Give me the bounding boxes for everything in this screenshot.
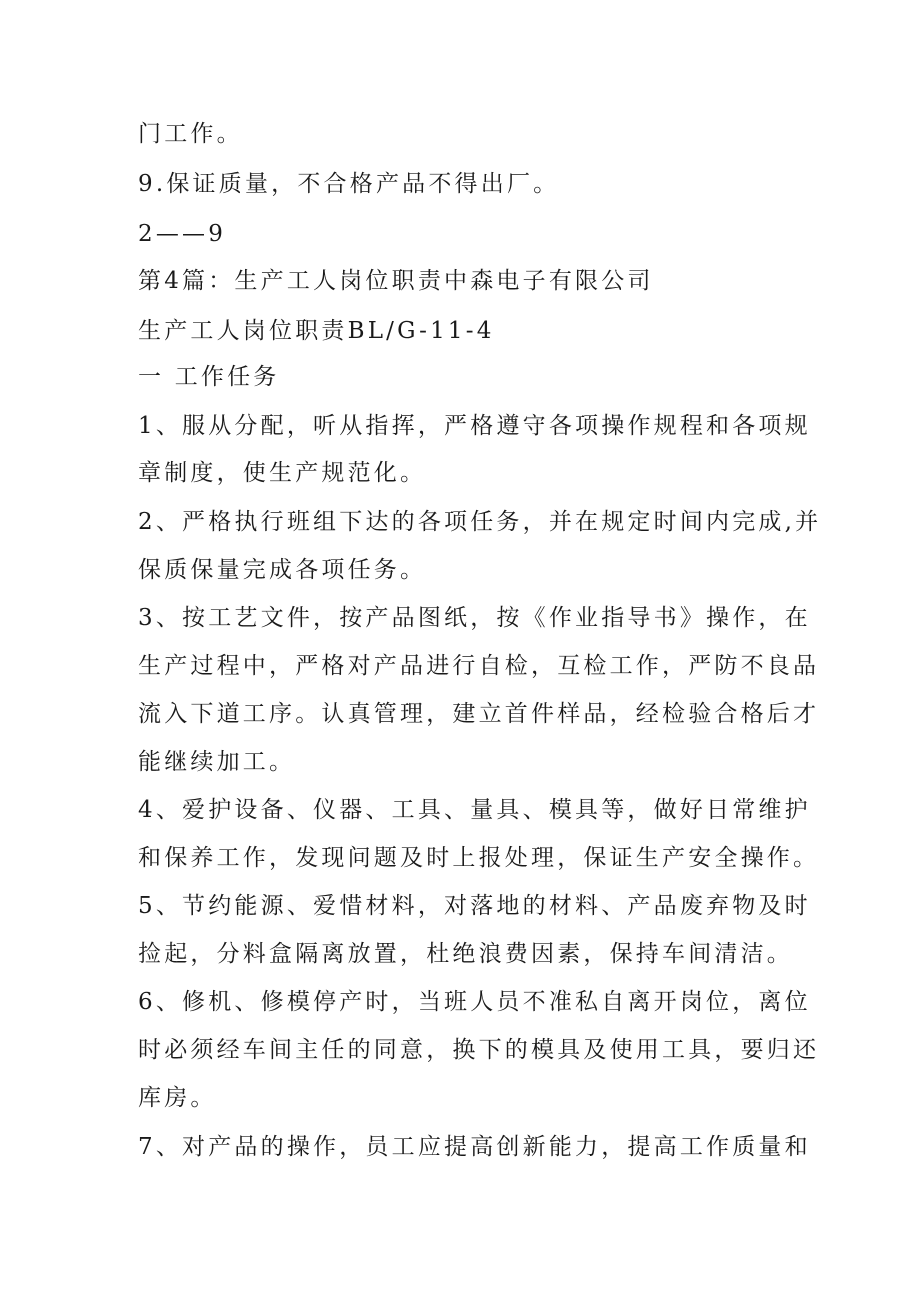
text-line-8: 章制度，使生产规范化。: [138, 460, 427, 486]
text-line-18: 捡起，分料盒隔离放置，杜绝浪费因素，保持车间清洁。: [138, 941, 793, 967]
subsection-heading: 一 工作任务: [138, 364, 280, 390]
text-line-10: 保质保量完成各项任务。: [138, 557, 427, 583]
text-line-14: 能继续加工。: [138, 749, 296, 775]
text-line-22: 7、对产品的操作，员工应提高创新能力，提高工作质量和: [138, 1134, 811, 1160]
document-title: 生产工人岗位职责BL/G-11-4: [138, 318, 495, 344]
text-line-3: 2——9: [138, 221, 227, 247]
text-line-20: 时必须经车间主任的同意，换下的模具及使用工具，要归还: [138, 1037, 820, 1063]
text-line-13: 流入下道工序。认真管理，建立首件样品，经检验合格后才: [138, 701, 820, 727]
text-line-19: 6、修机、修模停产时，当班人员不准私自离开岗位，离位: [138, 989, 811, 1015]
text-line-7: 1、服从分配，听从指挥，严格遵守各项操作规程和各项规: [138, 413, 811, 439]
text-line-12: 生产过程中，严格对产品进行自检，互检工作，严防不良品: [138, 653, 820, 679]
text-line-21: 库房。: [138, 1085, 217, 1111]
text-line-17: 5、节约能源、爱惜材料，对落地的材料、产品废弃物及时: [138, 893, 811, 919]
text-line-15: 4、爱护设备、仪器、工具、量具、模具等，做好日常维护: [138, 797, 811, 823]
section-heading: 第4篇：生产工人岗位职责中森电子有限公司: [138, 268, 654, 294]
text-line-11: 3、按工艺文件，按产品图纸，按《作业指导书》操作，在: [138, 605, 811, 631]
text-line-16: 和保养工作，发现问题及时上报处理，保证生产安全操作。: [138, 845, 820, 871]
text-line-9: 2、严格执行班组下达的各项任务，并在规定时间内完成,并: [138, 509, 822, 535]
text-line-2: 9.保证质量，不合格产品不得出厂。: [138, 171, 560, 197]
text-line-1: 门工作。: [138, 121, 243, 147]
